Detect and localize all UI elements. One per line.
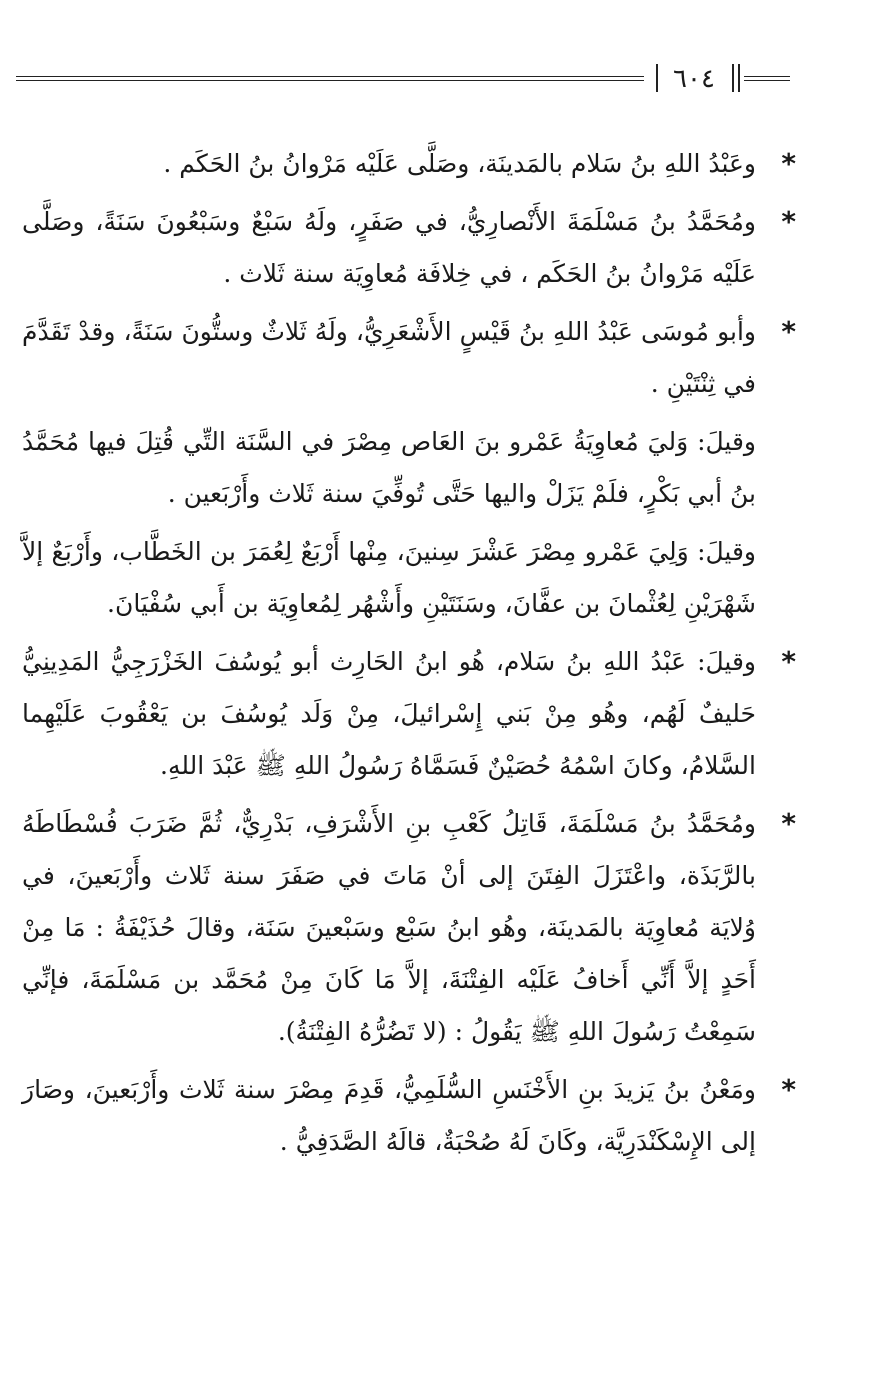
paragraph-text: ومَعْنُ بنُ يَزيدَ بنِ الأَخْنَسِ السُّلَمِيُّ، قَدِمَ مِصْرَ سنة ثَلاث وأَرْبَعينَ، وصَارَ إلى الإِسْكَنْدَرِيَّة، وكَانَ لَهُ صُحْبَةٌ، قالَهُ الصَّدَفِيُّ . — [22, 1075, 756, 1156]
paragraph — [22, 1064, 796, 1168]
bullet-star: * — [781, 645, 796, 678]
running-header — [16, 62, 790, 98]
header-rule-left — [16, 76, 644, 81]
paragraph — [22, 798, 796, 1058]
paragraph — [22, 636, 796, 792]
paragraph-text: وقيلَ: وَلِيَ عَمْرو مِصْرَ عَشْرَ سِنينَ، مِنْها أَرْبَعٌ لِعُمَرَ بن الخَطَّاب، وأَرْبَعٌ إلاَّ شَهْرَيْنِ لِعُثْمانَ بن عفَّانَ، وسَنَتَيْنِ وأَشْهُر لِمُعاوِيَة بن أَبي سُفْيَانَ. — [22, 537, 756, 618]
header-separator-right — [732, 64, 734, 92]
paragraph-text: وقيلَ: وَليَ مُعاوِيَةُ عَمْرو بنَ العَاص مِصْرَ في السَّنَة التِّي قُتِلَ فيها مُحَمَّدُ بنُ أبي بَكْرٍ، فلَمْ يَزَلْ واليها حَتَّى تُوفِّيَ سنة ثَلاث وأَرْبَعين . — [22, 427, 756, 508]
bullet-star: * — [781, 147, 796, 180]
bullet-star: * — [781, 205, 796, 238]
paragraph-text: وقيلَ: عَبْدُ اللهِ بنُ سَلام، هُو ابنُ الحَارِث أبو يُوسُفَ الخَزْرَجِيُّ المَدِينِيُّ حَليفٌ لَهُم، وهُو مِنْ بَني إِسْرائيلَ، مِنْ وَلَد يُوسُفَ بن يَعْقُوبَ عَلَيْهِما السَّلامُ، وكانَ اسْمُهُ حُصَيْنٌ فَسَمَّاهُ رَسُولُ اللهِ ﷺ عَبْدَ اللهِ. — [22, 647, 756, 780]
paragraph — [22, 526, 790, 630]
bullet-star: * — [781, 807, 796, 840]
body-text — [22, 138, 796, 1174]
paragraph — [22, 138, 796, 190]
paragraph-text: ومُحَمَّدُ بنُ مَسْلَمَةَ، قَاتِلُ كَعْبِ بنِ الأَشْرَفِ، بَدْرِيٌّ، ثُمَّ ضَرَبَ فُسْطَاطَهُ بالرَّبَذَة، واعْتَزَلَ الفِتَنَ إلى أنْ مَاتَ في صَفَرَ سنة ثَلاث وأَرْبَعينَ، في وُلايَة مُعاوِيَة بالمَدينَة، وهُو ابنُ سَبْع وسَبْعينَ سَنَة، وقالَ حُذَيْفَةُ : مَا مِنْ أَحَدٍ إلاَّ أَنِّي أَخافُ عَلَيْه الفِتْنَةَ، إلاَّ مَا كَانَ مِنْ مُحَمَّد بن مَسْلَمَةَ، فإنِّي سَمِعْتُ رَسُولَ اللهِ ﷺ يَقُولُ : (لا تَضُرُّهُ الفِتْنَةُ). — [22, 809, 756, 1046]
paragraph — [22, 196, 796, 300]
paragraph — [22, 306, 796, 410]
paragraph-text: ومُحَمَّدُ بنُ مَسْلَمَةَ الأَنْصارِيُّ، في صَفَرٍ، ولَهُ سَبْعٌ وسَبْعُونَ سَنَةً، وصَلَّى عَلَيْه مَرْوانُ بنُ الحَكَم ، في خِلافَة مُعاوِيَة سنة ثَلاث . — [22, 207, 756, 288]
bullet-star: * — [781, 1073, 796, 1106]
bullet-star: * — [781, 315, 796, 348]
paragraph — [22, 416, 790, 520]
page-number: ٦٠٤ — [673, 64, 715, 94]
paragraph-text: وعَبْدُ اللهِ بنُ سَلام بالمَدينَة، وصَلَّى عَلَيْه مَرْوانُ بنُ الحَكَم . — [163, 149, 756, 178]
header-separator-left — [656, 64, 658, 92]
header-rule-right — [744, 76, 790, 81]
paragraph-text: وأبو مُوسَى عَبْدُ اللهِ بنُ قَيْسٍ الأَشْعَرِيُّ، ولَهُ ثَلاثٌ وستُّونَ سَنَةً، وقدْ تَقَدَّمَ في ثِنْتَيْنِ . — [22, 317, 756, 398]
header-separator-right-2 — [738, 64, 740, 92]
